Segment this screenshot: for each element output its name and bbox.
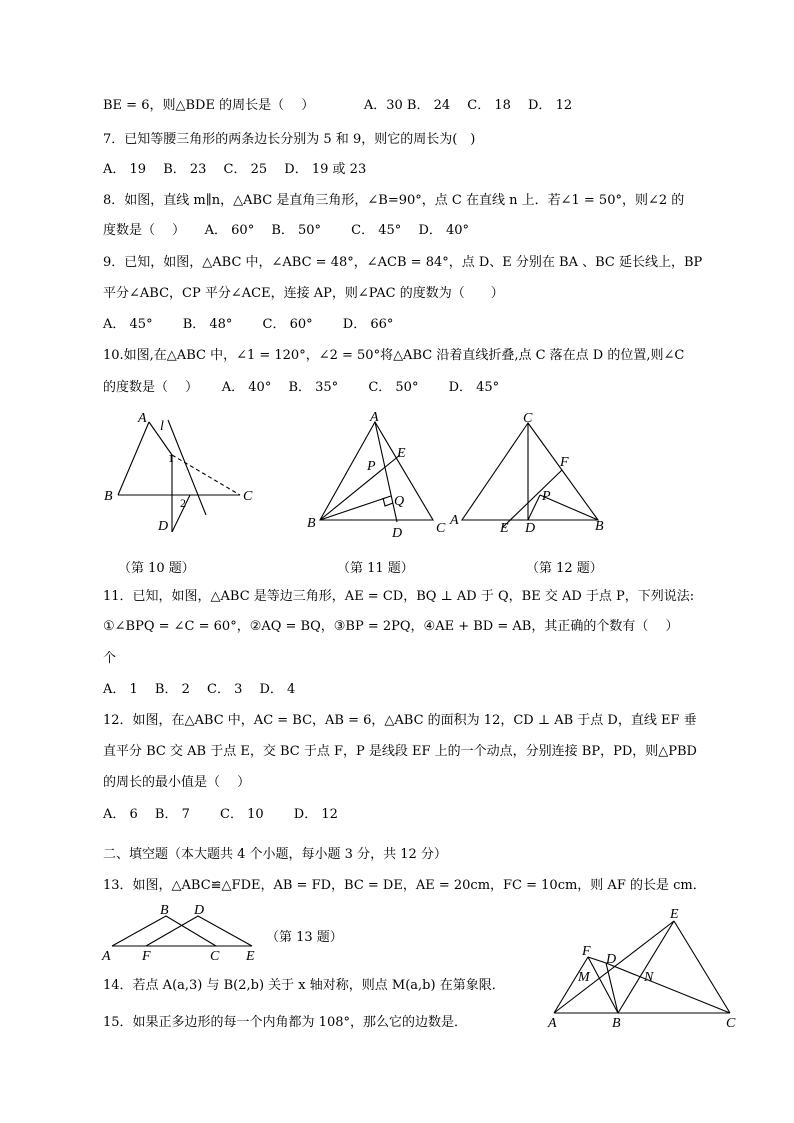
label-C: C [436, 521, 446, 536]
label-A: A [450, 513, 459, 528]
label-D: D [158, 519, 169, 534]
label-C: C [243, 489, 253, 504]
label-N: N [644, 970, 654, 985]
label-D: D [392, 526, 403, 541]
figure-13 [102, 900, 268, 964]
question-12: 12．如图，在△ABC 中，AC = BC，AB = 6，△ABC 的面积为 12，CD ⊥ AB 于点 D，直线 EF 垂 [103, 713, 697, 728]
question-11-cont: 个 [103, 651, 117, 666]
label-A: A [548, 1016, 557, 1031]
label-B: B [612, 1016, 621, 1031]
figure-14 [548, 905, 748, 1031]
label-B: B [104, 489, 113, 504]
label-D: D [606, 952, 617, 967]
caption-fig-12: （第 12 题） [526, 561, 603, 576]
label-E: E [246, 949, 255, 964]
label-E: E [397, 446, 406, 461]
label-D: D [525, 521, 536, 536]
label-F: F [142, 949, 151, 964]
label-F: F [560, 455, 569, 470]
caption-fig-11: （第 11 题） [337, 561, 414, 576]
section-2-heading: 二、填空题（本大题共 4 个小题，每小题 3 分，共 12 分） [103, 847, 447, 862]
question-11: 11．已知，如图，△ABC 是等边三角形，AE = CD，BQ ⊥ AD 于 Q，BE 交 AD 于点 P，下列说法: [103, 589, 695, 604]
label-C: C [523, 411, 533, 426]
label-P: P [542, 489, 551, 504]
label-E: E [500, 521, 509, 536]
label-1: 1 [168, 451, 174, 465]
text-line-1: BE = 6，则△BDE 的周长是（ ） A．30 B． 24 C． 18 D． 12 [103, 98, 573, 113]
question-12-options: A． 6 B． 7 C． 10 D． 12 [103, 807, 338, 822]
question-12-line-2: 直平分 BC 交 AB 于点 E，交 BC 于点 F，P 是线段 EF 上的一个动点，分别连接 BP，PD，则△PBD [103, 744, 697, 759]
question-8: 8．如图，直线 m∥n，△ABC 是直角三角形，∠B=90°，点 C 在直线 n 上．若∠1 = 50°，则∠2 的 [103, 193, 685, 208]
question-7: 7．已知等腰三角形的两条边长分别为 5 和 9，则它的周长为( ) [103, 132, 476, 147]
question-10: 10.如图,在△ABC 中，∠1 = 120°，∠2 = 50°将△ABC 沿着直线折叠,点 C 落在点 D 的位置,则∠C [103, 348, 685, 363]
label-E: E [670, 907, 679, 922]
label-F: F [582, 944, 591, 959]
figure-11 [305, 410, 446, 541]
label-2: 2 [180, 496, 186, 510]
label-Q: Q [394, 494, 405, 509]
question-9: 9．已知，如图，△ABC 中，∠ABC = 48°，∠ACB = 84°，点 D、E 分别在 BA 、BC 延长线上，BP [103, 255, 703, 270]
label-P: P [367, 459, 376, 474]
label-l: l [160, 419, 164, 434]
question-7-options: A． 19 B． 23 C． 25 D． 19 或 23 [103, 162, 367, 177]
question-11-options: A． 1 B． 2 C． 3 D． 4 [103, 682, 296, 697]
label-D: D [194, 903, 205, 918]
question-12-line-3: 的周长的最小值是（ ） [103, 775, 251, 790]
question-11-statements: ①∠BPQ = ∠C = 60°，②AQ = BQ，③BP = 2PQ，④AE + BD = AB，其正确的个数有（ ） [103, 619, 679, 634]
caption-fig-13: （第 13 题） [266, 930, 343, 945]
question-9-line-2: 平分∠ABC，CP 平分∠ACE，连接 AP，则∠PAC 的度数为（ ） [103, 286, 504, 301]
label-C: C [726, 1016, 736, 1031]
label-B: B [160, 903, 169, 918]
label-B: B [307, 516, 316, 531]
label-A: A [102, 949, 111, 964]
question-9-options: A． 45° B． 48° C． 60° D． 66° [103, 317, 394, 332]
question-13: 13．如图，△ABC≌△FDE，AB = FD，BC = DE，AE = 20cm，FC = 10cm，则 AF 的长是 cm． [103, 878, 706, 893]
question-15: 15．如果正多边形的每一个内角都为 108°，那么它的边数是． [103, 1015, 467, 1030]
label-C: C [210, 949, 220, 964]
label-A: A [370, 410, 379, 425]
question-8-options: 度数是（ ） A． 60° B． 50° C． 45° D． 40° [103, 223, 470, 238]
figure-12 [450, 410, 610, 535]
question-10-options: 的度数是（ ） A． 40° B． 35° C． 50° D． 45° [103, 380, 500, 395]
figure-10 [100, 410, 260, 534]
caption-fig-10: （第 10 题） [118, 561, 195, 576]
label-M: M [578, 970, 590, 985]
label-B: B [595, 519, 604, 534]
label-A: A [138, 411, 147, 426]
question-14: 14．若点 A(a,3) 与 B(2,b) 关于 x 轴对称，则点 M(a,b) 在第象限． [103, 978, 505, 993]
